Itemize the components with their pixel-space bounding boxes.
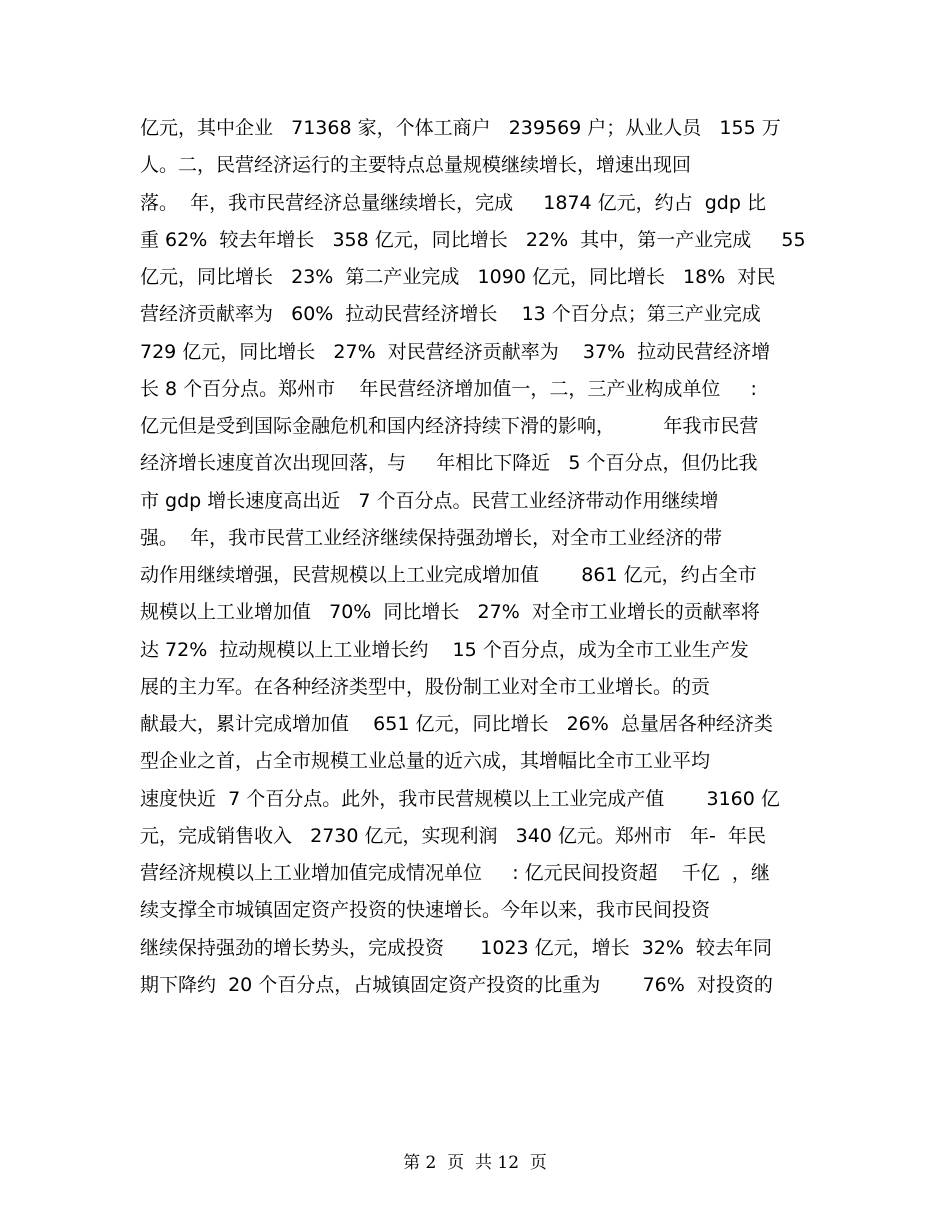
text-line: 营经济规模以上工业增加值完成情况单位 : 亿元民间投资超 千亿 ，继	[140, 862, 770, 884]
text-line: 速度快近 7 个百分点。此外，我市民营规模以上工业完成产值 3160 亿	[140, 787, 780, 810]
text-line: 落。 年，我市民营经济总量继续增长，完成 1874 亿元，约占 gdp 比	[140, 191, 766, 214]
text-line: 续支撑全市城镇固定资产投资的快速增长。今年以来，我市民间投资	[140, 899, 711, 922]
text-line: 元，完成销售收入 2730 亿元，实现利润 340 亿元。郑州市 年- 年民	[140, 824, 766, 847]
text-line: 亿元，同比增长 23% 第二产业完成 1090 亿元，同比增长 18% 对民	[140, 266, 776, 288]
text-line: 营经济贡献率为 60% 拉动民营经济增长 13 个百分点；第三产业完成	[140, 303, 761, 326]
text-line: 亿元，其中企业 71368 家，个体工商户 239569 户；从业人员 155 万	[140, 117, 781, 139]
text-line: 期下降约 20 个百分点，占城镇固定资产投资的比重为 76% 对投资的	[140, 973, 773, 996]
text-line: 型企业之首，占全市规模工业总量的近六成，其增幅比全市工业平均	[140, 750, 711, 773]
text-line: 强。 年，我市民营工业经济继续保持强劲增长，对全市工业经济的带	[140, 526, 723, 549]
text-line: 重 62% 较去年增长 358 亿元，同比增长 22% 其中，第一产业完成 55	[140, 228, 806, 251]
text-line: 展的主力军。在各种经济类型中，股份制工业对全市工业增长。的贡	[140, 675, 711, 698]
text-line: 继续保持强劲的增长势头，完成投资 1023 亿元，增长 32% 较去年同	[140, 936, 773, 959]
body-text	[140, 110, 820, 1004]
text-line: 达 72% 拉动规模以上工业增长约 15 个百分点，成为全市工业生产发	[140, 638, 749, 661]
text-line: 市 gdp 增长速度高出近 7 个百分点。民营工业经济带动作用继续增	[140, 489, 719, 512]
text-line: 经济增长速度首次出现回落，与 年相比下降近 5 个百分点，但仍比我	[140, 452, 758, 475]
text-line: 献最大，累计完成增加值 651 亿元，同比增长 26% 总量居各种经济类	[140, 713, 773, 735]
text-line: 动作用继续增强，民营规模以上工业完成增加值 861 亿元，约占全市	[140, 564, 757, 586]
page-number-footer: 第 2 页 共 12 页	[403, 1153, 547, 1173]
text-line: 亿元但是受到国际金融危机和国内经济持续下滑的影响， 年我市民营	[140, 415, 759, 437]
text-line: 规模以上工业增加值 70% 同比增长 27% 对全市工业增长的贡献率将	[140, 601, 760, 624]
text-line: 长 8 个百分点。郑州市 年民营经济增加值一，二，三产业构成单位 :	[140, 377, 757, 400]
text-line: 人。二，民营经济运行的主要特点总量规模继续增长，增速出现回	[140, 154, 692, 177]
text-line: 729 亿元，同比增长 27% 对民营经济贡献率为 37% 拉动民营经济增	[140, 340, 771, 363]
